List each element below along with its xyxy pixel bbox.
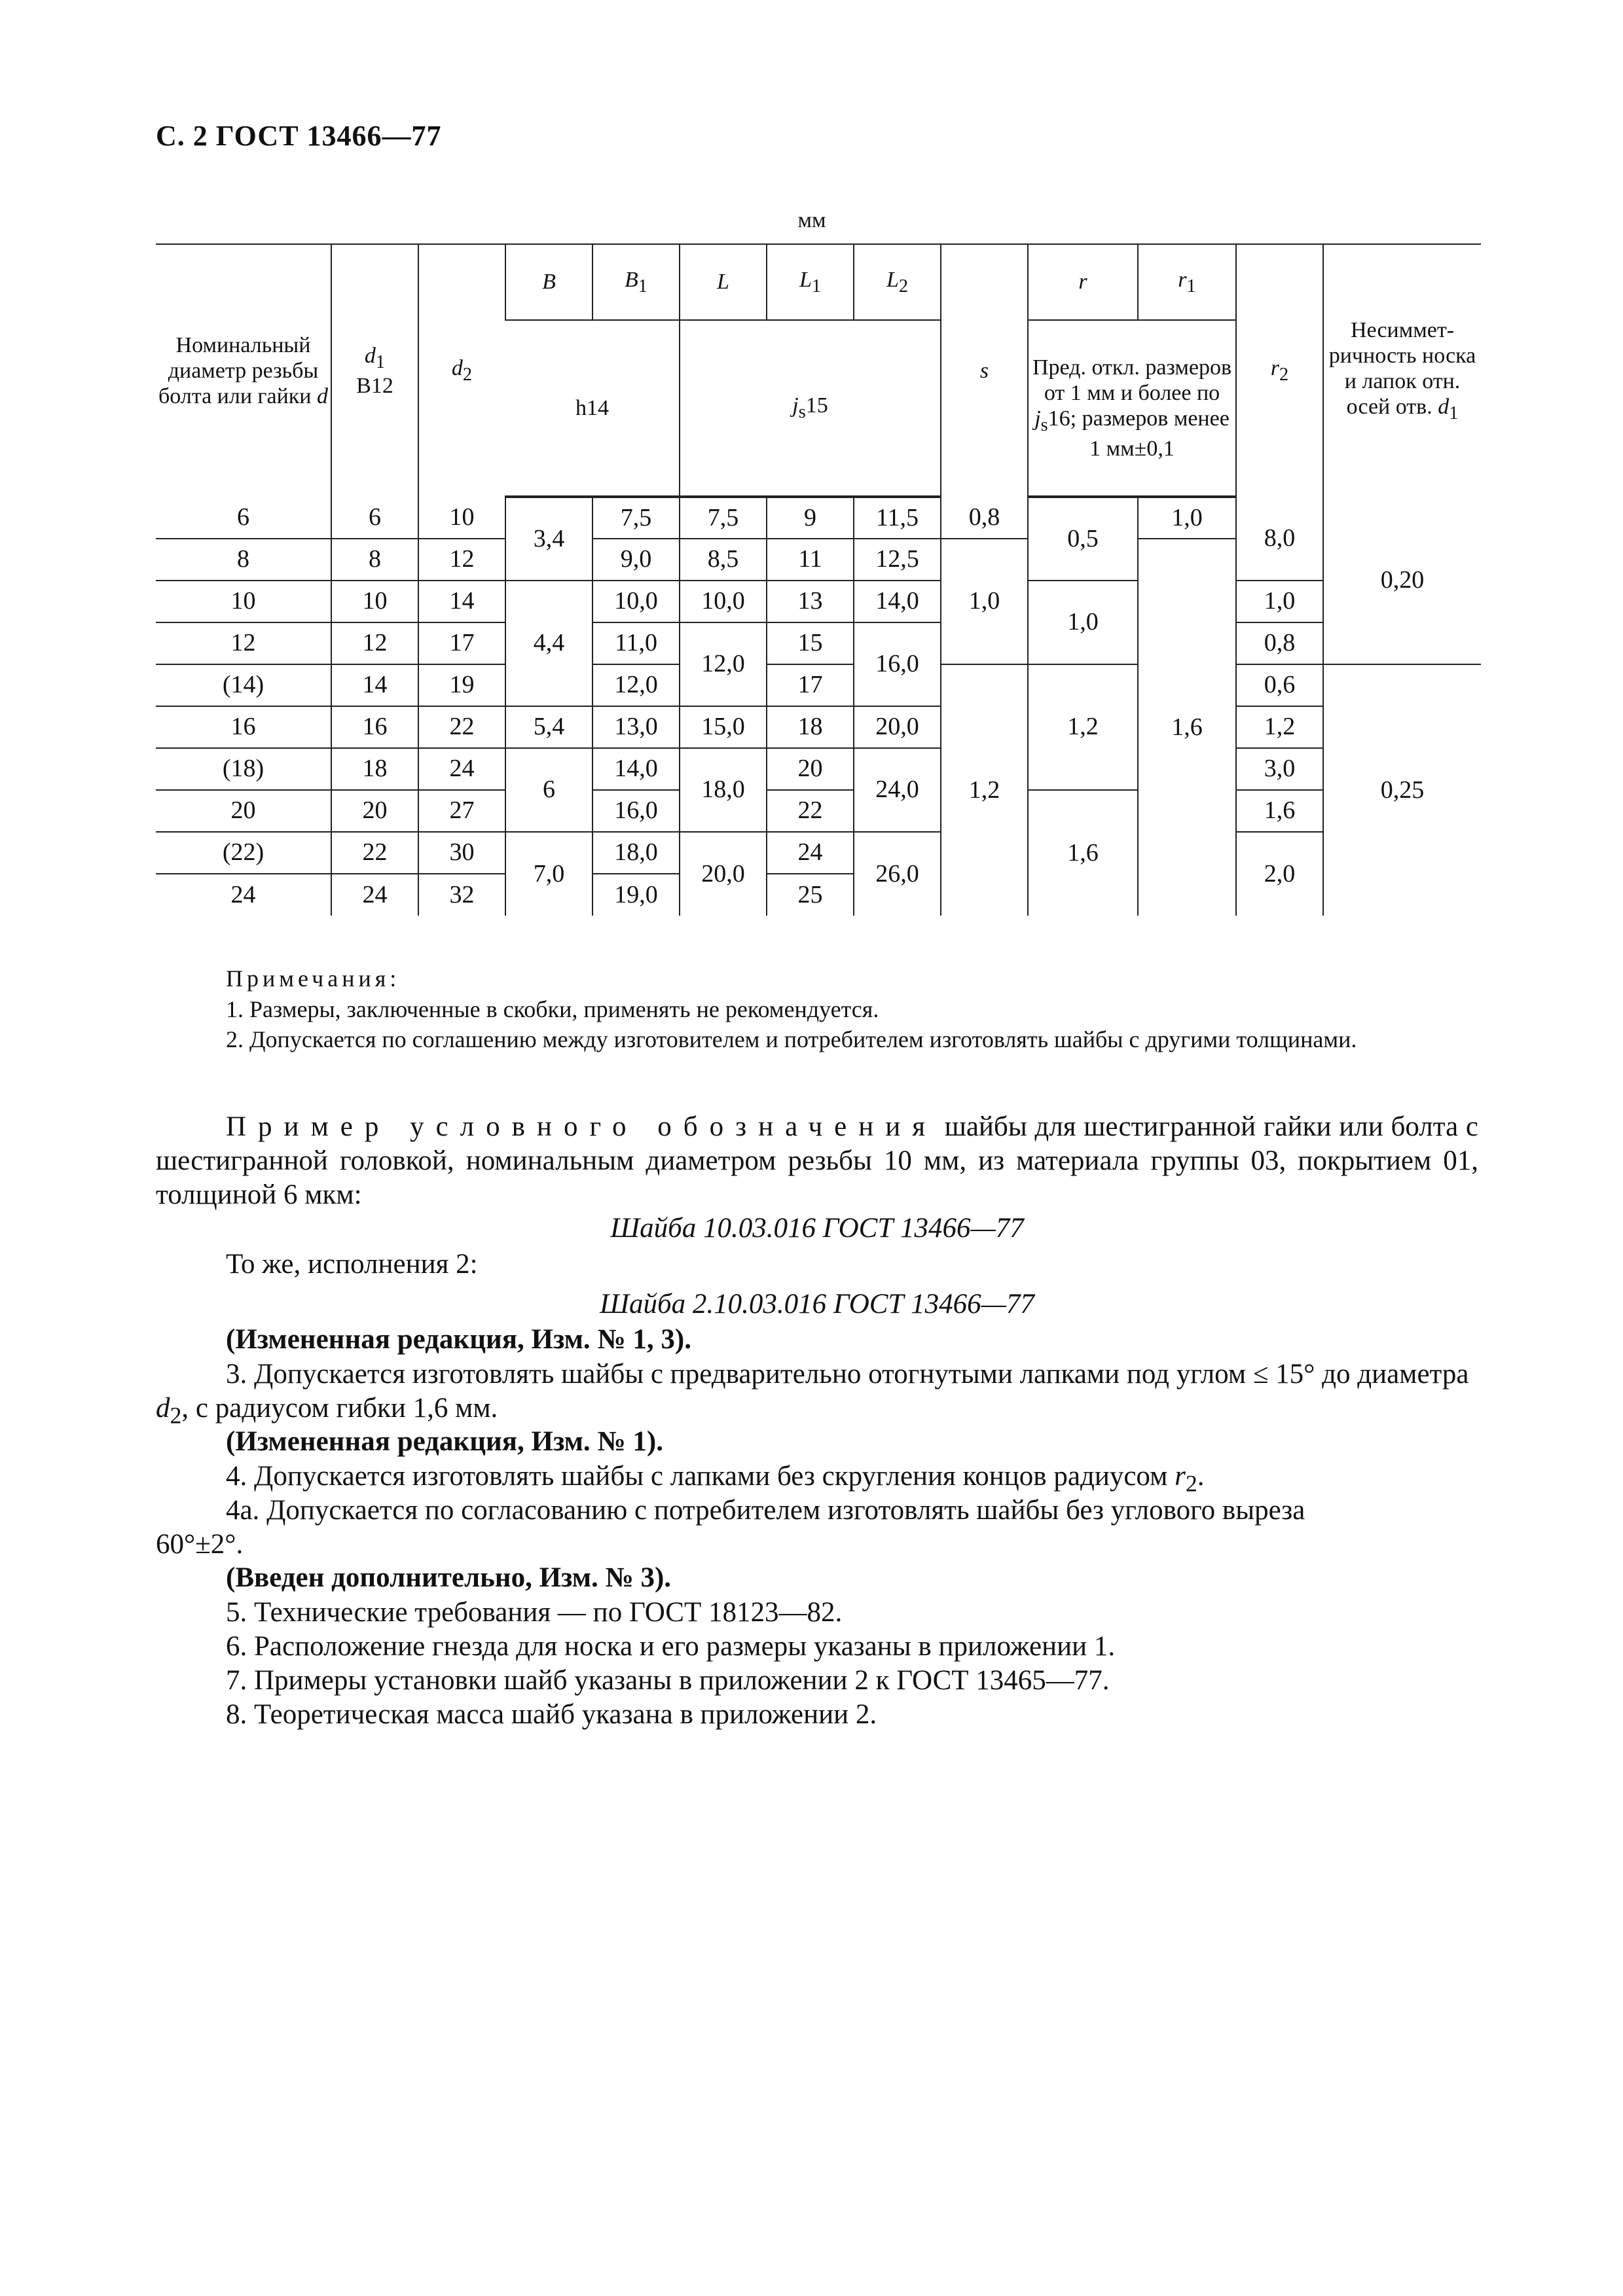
designation-1: Шайба 10.03.016 ГОСТ 13466—77 [610,1213,1024,1244]
cell-L: 20,0 [680,832,767,916]
item-4a: 4а. Допускается по согласованию с потребителем изготовлять шайбы без углового выреза 60°±2°. [156,1495,1305,1560]
tolerance-h14: h14 [505,320,680,497]
cell-L1: 18 [767,706,854,748]
cell-L1: 22 [767,790,854,832]
cell-d: 6 [237,503,249,531]
cell-r2: 3,0 [1236,748,1323,790]
header-d1: $d_1$ B12 [331,244,418,497]
item-4: 4. Допускается изготовлять шайбы с лапками без скругления концов радиусом $r_2$. [226,1461,1205,1497]
cell-L1: 20 [767,748,854,790]
header-L1: $L_1$ [767,244,854,320]
cell-B1: 10,0 [593,581,680,622]
cell-d1: 12 [331,622,418,664]
cell-d: 16 [156,706,331,748]
header-d2: $d_2$ [418,244,505,497]
cell-r1: 1,6 [1138,539,1236,916]
cell-B1: 7,5 [593,497,680,539]
cell-L2: 24,0 [854,748,941,832]
cell-r: 1,2 [1028,664,1138,790]
table-row [156,706,1481,748]
dimensions-table [156,243,1481,916]
cell-B1: 19,0 [593,874,680,916]
header-asymmetry: Несиммет-ричность носка и лапок отн. осей отв. $d_1$ [1323,244,1481,497]
same-execution: То же, исполнения 2: [226,1249,478,1280]
table-row [156,832,1481,874]
cell-d1: 16 [331,706,418,748]
cell-r2: 2,0 [1236,832,1323,916]
cell-d2: 24 [418,748,505,790]
table-row [156,622,1481,664]
cell-L: 12,0 [680,622,767,706]
cell-B: 6 [505,748,593,832]
cell-B1: 11,0 [593,622,680,664]
cell-d: (14) [156,664,331,706]
cell-s: 0,8 [941,497,1028,539]
cell-d: 8 [156,539,331,581]
cell-d1: 24 [331,874,418,916]
cell-d1: 20 [331,790,418,832]
header-L: L [680,244,767,320]
cell-d: 24 [156,874,331,916]
cell-s: 1,0 [941,539,1028,664]
header-B1: $B_1$ [593,244,680,320]
note-1: 1. Размеры, заключенные в скобки, применять не рекомендуется. [226,996,879,1022]
cell-L1: 9 [767,497,854,539]
cell-r2: 1,6 [1236,790,1323,832]
designation-2: Шайба 2.10.03.016 ГОСТ 13466—77 [600,1289,1034,1319]
cell-d2: 17 [418,622,505,664]
cell-s: 1,2 [941,664,1028,916]
cell-B1: 12,0 [593,664,680,706]
header-r1: $r_1$ [1138,244,1236,320]
cell-L1: 13 [767,581,854,622]
table-row [156,664,1481,706]
cell-d2: 30 [418,832,505,874]
amendment-1: (Измененная редакция, Изм. № 1, 3). [226,1324,691,1355]
cell-L1: 15 [767,622,854,664]
cell-B: 4,4 [505,581,593,706]
cell-r1: 1,0 [1138,497,1236,539]
cell-d2: 19 [418,664,505,706]
cell-asymmetry: 0,25 [1323,664,1481,916]
cell-B: 7,0 [505,832,593,916]
cell-L2: 14,0 [854,581,941,622]
amendment-2: (Измененная редакция, Изм. № 1). [226,1426,663,1457]
cell-d1: 6 [331,497,418,539]
cell-L: 8,5 [680,539,767,581]
cell-B1: 14,0 [593,748,680,790]
cell-d: 20 [156,790,331,832]
cell-L1: 17 [767,664,854,706]
page-header: С. 2 ГОСТ 13466—77 [156,120,442,152]
header-r: r [1028,244,1138,320]
cell-L: 18,0 [680,748,767,832]
table-row [156,748,1481,790]
table-row [156,497,1481,539]
cell-d: (22) [156,832,331,874]
table-unit: мм [797,208,826,232]
cell-B1: 18,0 [593,832,680,874]
cell-L: 15,0 [680,706,767,748]
table-row [156,581,1481,622]
item-7: 7. Примеры установки шайб указаны в приложении 2 к ГОСТ 13465—77. [226,1665,1110,1696]
header-r2: $r_2$ [1236,244,1323,497]
cell-d1: 10 [331,581,418,622]
cell-d: 12 [156,622,331,664]
tolerance-r: Пред. откл. размеров от 1 мм и более по $j_s16$; размеров менее 1 мм±0,1 [1028,320,1236,497]
cell-r2: 1,2 [1236,706,1323,748]
item-8: 8. Теоретическая масса шайб указана в приложении 2. [226,1699,877,1730]
cell-r2: 8,0 [1236,497,1323,581]
cell-r2: 0,6 [1236,664,1323,706]
example-text: шайбы для шестигранной гайки или болта с шестигранной головкой, номинальным диаметром резьбы 10 мм, из материала группы 03, покрытием 01, толщиной 6 мкм: [156,1111,1478,1210]
cell-B1: 13,0 [593,706,680,748]
cell-d1: 18 [331,748,418,790]
example-lead: Пример условного обозначения [226,1111,937,1142]
tolerance-js15: $j_s15$ [680,320,941,497]
cell-B1: 9,0 [593,539,680,581]
header-B: B [505,244,593,320]
cell-r2: 1,0 [1236,581,1323,622]
cell-L1: 25 [767,874,854,916]
cell-B: 3,4 [505,497,593,581]
note-2: 2. Допускается по соглашению между изготовителем и потребителем изготовлять шайбы с другими толщинами. [226,1026,1357,1052]
cell-L2: 16,0 [854,622,941,706]
header-nominal-diameter: Номинальный диаметр резьбы болта или гайки d [156,244,331,497]
cell-L1: 24 [767,832,854,874]
example-paragraph [156,1110,1478,1212]
cell-r: 1,6 [1028,790,1138,916]
cell-r: 0,5 [1028,497,1138,581]
header-s: s [941,244,1028,497]
cell-B: 5,4 [505,706,593,748]
cell-d1: 14 [331,664,418,706]
cell-d2: 22 [418,706,505,748]
cell-r: 1,0 [1028,581,1138,664]
cell-d2: 12 [418,539,505,581]
item-6: 6. Расположение гнезда для носка и его размеры указаны в приложении 1. [226,1631,1116,1662]
cell-d2: 32 [418,874,505,916]
cell-L2: 20,0 [854,706,941,748]
cell-L1: 11 [767,539,854,581]
cell-d2: 14 [418,581,505,622]
cell-asymmetry: 0,20 [1323,497,1481,664]
cell-L2: 11,5 [854,497,941,539]
cell-L2: 26,0 [854,832,941,916]
item-5: 5. Технические требования — по ГОСТ 18123—82. [226,1597,843,1628]
table-row [156,790,1481,832]
cell-r2: 0,8 [1236,622,1323,664]
cell-L2: 12,5 [854,539,941,581]
cell-d1: 8 [331,539,418,581]
cell-d1: 22 [331,832,418,874]
cell-d2: 27 [418,790,505,832]
header-L2: $L_2$ [854,244,941,320]
amendment-3: (Введен дополнительно, Изм. № 3). [226,1562,672,1593]
cell-B1: 16,0 [593,790,680,832]
cell-d2: 10 [418,497,505,539]
cell-L: 7,5 [680,497,767,539]
item-3: 3. Допускается изготовлять шайбы с предварительно отогнутыми лапками под углом ≤ 15° до диаметра $d_2$, с радиусом гибки 1,6 мм. [156,1359,1469,1429]
notes-title: Примечания: [226,965,401,992]
cell-L: 10,0 [680,581,767,622]
cell-d: 10 [156,581,331,622]
cell-d: (18) [156,748,331,790]
